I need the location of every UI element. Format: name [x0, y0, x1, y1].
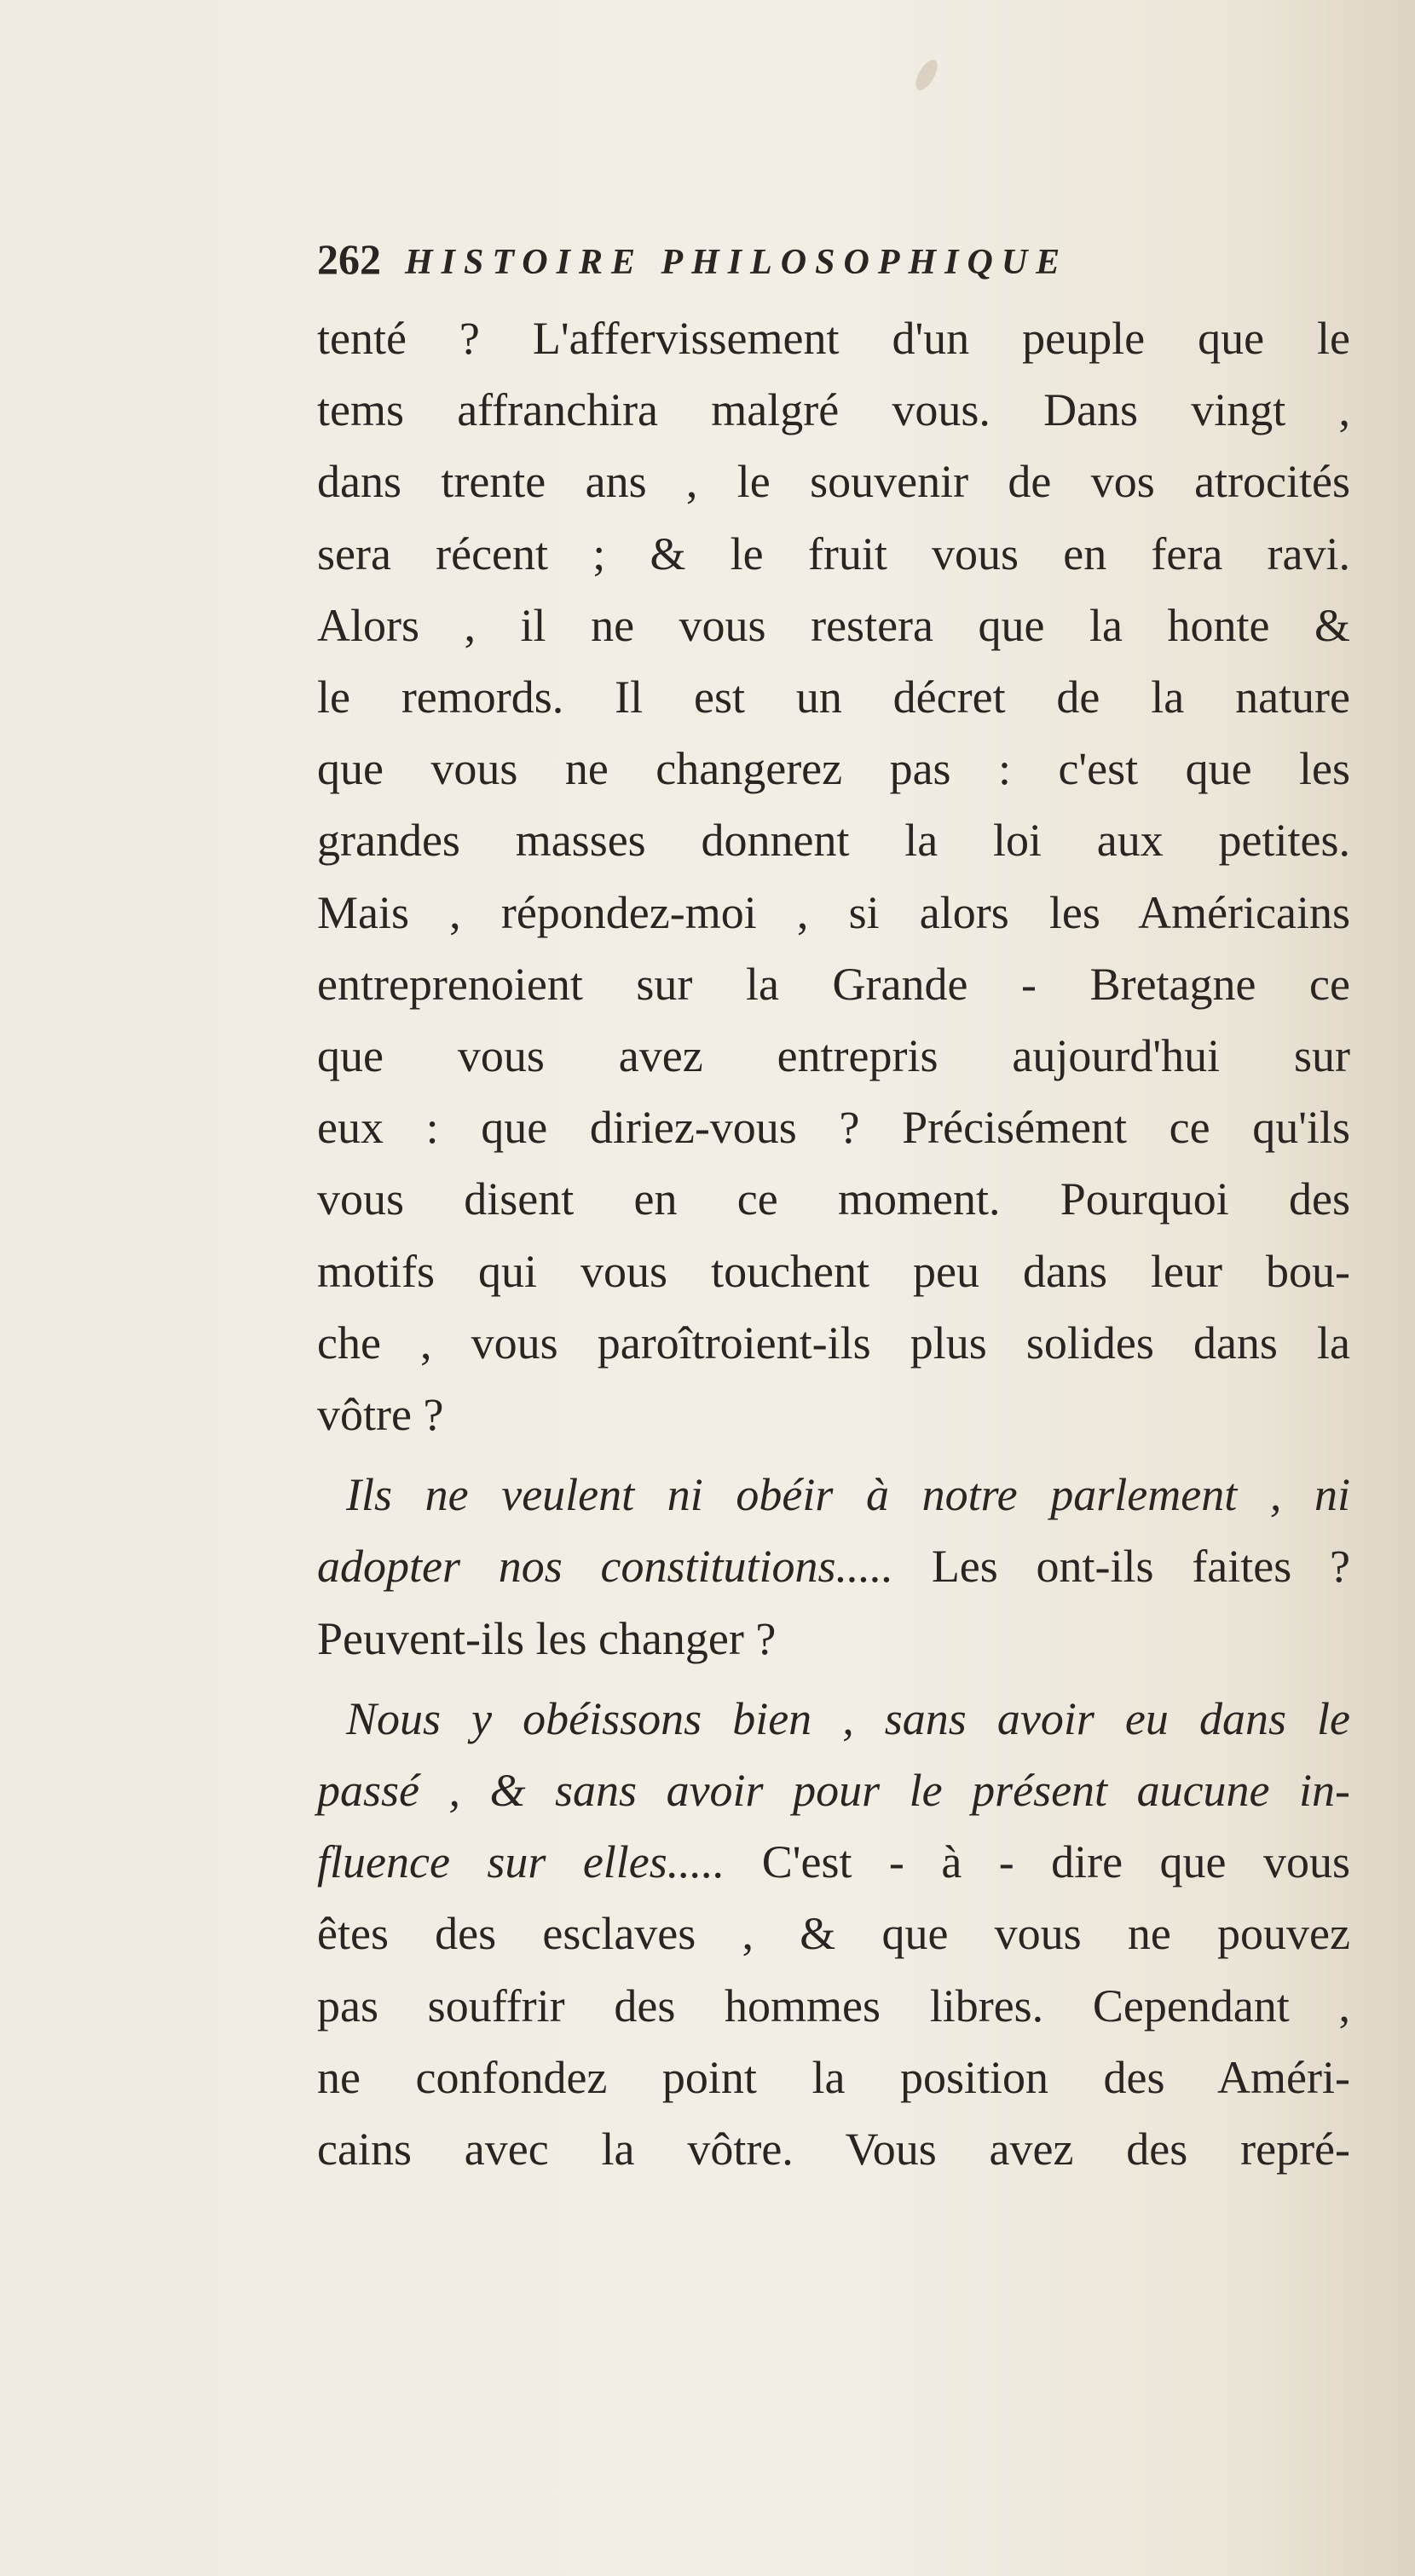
running-title: HISTOIRE PHILOSOPHIQUE [405, 243, 1069, 282]
paragraph-3 [317, 1683, 1350, 2185]
text-line: eux : que diriez-vous ? Précisément ce qu'ils [317, 1102, 1350, 1154]
reply-text: C'est - à - dire que vous [725, 1836, 1350, 1888]
text-line: ne confondez point la position des Améri- [317, 2051, 1350, 2103]
quoted-text: adopter nos constitutions..... [317, 1541, 894, 1593]
text-line: pas souffrir des hommes libres. Cependant , [317, 1980, 1350, 2031]
text-line: vôtre ? [317, 1389, 444, 1441]
text-line: vous disent en ce moment. Pourquoi des [317, 1173, 1350, 1225]
text-line: Alors , il ne vous restera que la honte & [317, 599, 1350, 651]
text-line: cains avec la vôtre. Vous avez des repré- [317, 2124, 1350, 2175]
quoted-line: passé , & sans avoir pour le présent aucune in- [317, 1765, 1350, 1817]
text-line: que vous avez entrepris aujourd'hui sur [317, 1030, 1350, 1082]
reply-text: Les ont-ils faites ? [893, 1541, 1350, 1593]
text-line: grandes masses donnent la loi aux petites. [317, 815, 1350, 867]
text-line [317, 1826, 1350, 1898]
running-head [317, 234, 1350, 289]
text-line [317, 1530, 1350, 1602]
text-line: Mais , répondez-moi , si alors les Américains [317, 886, 1350, 938]
text-line: motifs qui vous touchent peu dans leur bou- [317, 1245, 1350, 1297]
quoted-text: fluence sur elles..... [317, 1836, 725, 1888]
text-line: le remords. Il est un décret de la nature [317, 671, 1350, 723]
text-line: entreprenoient sur la Grande - Bretagne ce [317, 958, 1350, 1010]
quoted-line: Nous y obéissons bien , sans avoir eu dans le [346, 1692, 1350, 1744]
paragraph-1 [317, 303, 1350, 1450]
text-line: che , vous paroîtroient-ils plus solides dans la [317, 1317, 1350, 1369]
text-line: tems affranchira malgré vous. Dans vingt , [317, 384, 1350, 436]
text-line: Peuvent-ils les changer ? [317, 1612, 777, 1664]
text-line: tenté ? L'affervissement d'un peuple que le [317, 313, 1350, 364]
text-line: dans trente ans , le souvenir de vos atrocités [317, 456, 1350, 508]
page-text [317, 234, 1350, 2185]
page-number: 262 [317, 235, 381, 283]
quoted-line: Ils ne veulent ni obéir à notre parlement , ni [346, 1469, 1350, 1521]
text-line: que vous ne changerez pas : c'est que les [317, 743, 1350, 795]
text-line: sera récent ; & le fruit vous en fera ravi. [317, 527, 1350, 579]
ink-smudge [911, 56, 942, 94]
paragraph-2 [317, 1459, 1350, 1674]
text-line: êtes des esclaves , & que vous ne pouvez [317, 1908, 1350, 1960]
